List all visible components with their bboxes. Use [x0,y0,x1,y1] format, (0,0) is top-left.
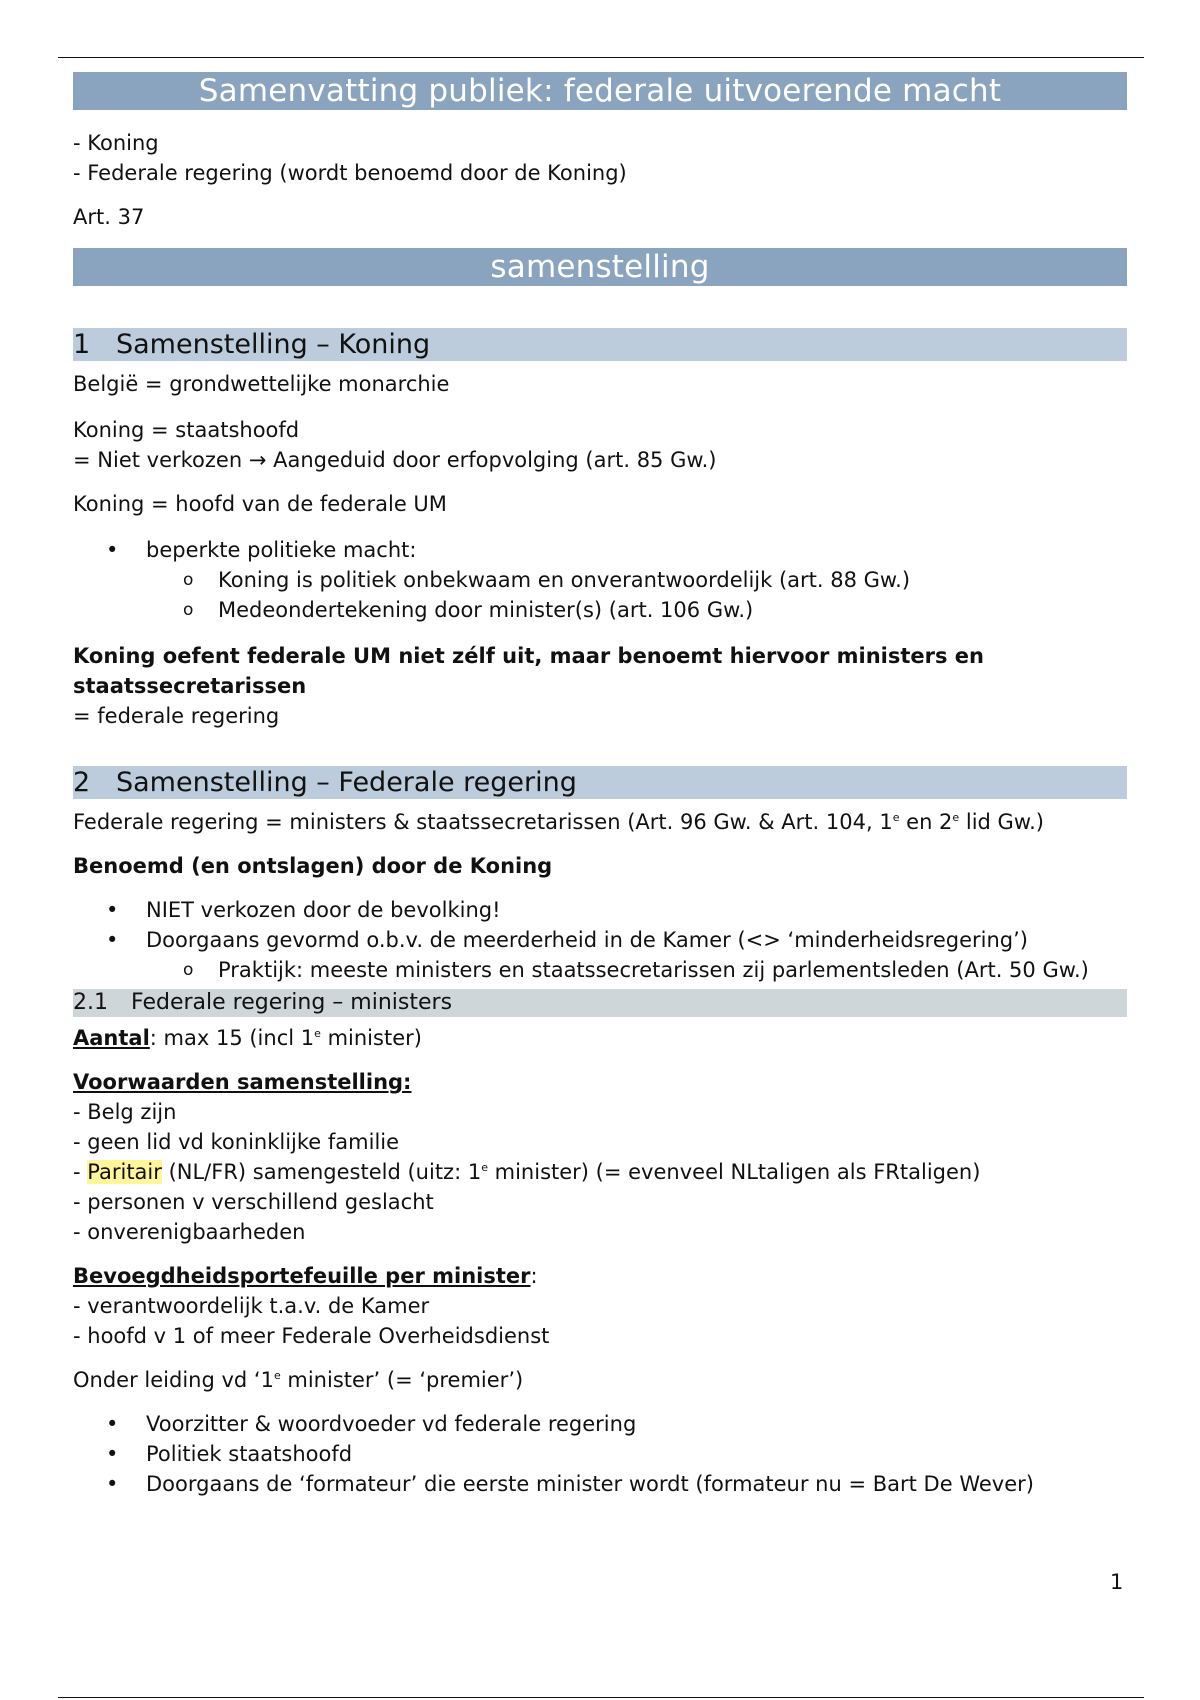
heading-text: Samenstelling – Koning [116,329,431,360]
paragraph-monarchie: België = grondwettelijke monarchie [73,372,450,396]
condition-geslacht: - personen v verschillend geslacht [73,1190,434,1214]
text-run: minister) (= evenveel NLtaligen als FRtaligen) [487,1160,981,1184]
portefeuille-kamer: - verantwoordelijk t.a.v. de Kamer [73,1294,430,1318]
superscript: e [481,1161,488,1174]
sub-list-item: o Koning is politiek onbekwaam en onverantwoordelijk (art. 88 Gw.) [73,565,1127,595]
text-run: : [530,1264,538,1288]
list-item [73,925,1127,985]
list-item: • Voorzitter & woordvoeder vd federale regering [73,1409,1127,1439]
paragraph-leiding [73,1365,1127,1395]
heading-text: Federale regering – ministers [131,990,453,1015]
heading-number: 2.1 [73,990,108,1015]
heading-number: 2 [73,767,91,798]
heading-section-2-1 [73,989,1127,1017]
highlighted-term: Paritair [87,1160,162,1184]
bullet-list-premier [73,1409,1127,1499]
paragraph-hoofd-um: Koning = hoofd van de federale UM [73,492,447,516]
paragraph-erfopvolging: = Niet verkozen → Aangeduid door erfopvolging (art. 85 Gw.) [73,448,717,472]
text-run: lid Gw.) [959,810,1044,834]
superscript: e [314,1027,321,1040]
portefeuille-fod: - hoofd v 1 of meer Federale Overheidsdienst [73,1324,550,1348]
conclusion-federale-regering: = federale regering [73,704,280,728]
text-run: - [73,1160,88,1184]
sub-list [146,955,1127,985]
section-banner-samenstelling: samenstelling [73,248,1127,286]
document-title-banner: Samenvatting publiek: federale uitvoerende macht [73,72,1127,110]
intro-article: Art. 37 [73,205,145,229]
page-number: 1 [1110,1570,1124,1594]
list-item-text: Doorgaans gevormd o.b.v. de meerderheid in de Kamer (<> ‘minderheidsregering’) [146,928,1028,952]
heading-text: Samenstelling – Federale regering [116,767,577,798]
text-run: (NL/FR) samengesteld (uitz: 1 [161,1160,482,1184]
text-run: : max 15 (incl 1 [149,1026,315,1050]
label-aantal: Aantal [73,1026,150,1050]
bold-statement: Koning oefent federale UM niet zélf uit, maar benoemt hiervoor ministers en staatssecretarissen [73,644,984,698]
paragraph-aantal [73,1023,1127,1053]
document-body [73,72,1127,1499]
sub-list-item: o Praktijk: meeste ministers en staatssecretarissen zij parlementsleden (Art. 50 Gw.) [73,955,1127,985]
superscript: e [273,1369,281,1382]
text-run: Onder leiding vd ‘1 [73,1368,274,1392]
text-run: Federale regering = ministers & staatssecretarissen (Art. 96 Gw. & Art. 104, 1 [73,810,893,834]
bold-benoemd: Benoemd (en ontslagen) door de Koning [73,854,553,878]
paragraph-staatshoofd: Koning = staatshoofd [73,418,300,442]
list-item: • Politiek staatshoofd [73,1439,1127,1469]
condition-paritair [73,1157,1127,1187]
list-item [73,535,1127,625]
condition-onverenigbaarheden: - onverenigbaarheden [73,1220,306,1244]
header-rule [58,57,1144,58]
bullet-list-regering [73,895,1127,985]
intro-line-koning: - Koning [73,131,159,155]
sub-list-item: o Medeondertekening door minister(s) (art. 106 Gw.) [73,595,1127,625]
list-item: • NIET verkozen door de bevolking! [73,895,1127,925]
sub-list [146,565,1127,625]
superscript: e [892,811,900,824]
paragraph-federale-regering [73,807,1127,837]
label-portefeuille [73,1261,1127,1291]
heading-number: 1 [73,329,91,360]
footer-rule [58,1697,1144,1698]
text-run: minister) [320,1026,422,1050]
list-item-text: beperkte politieke macht: [146,538,417,562]
label-text: Voorwaarden samenstelling: [73,1070,412,1094]
heading-section-1 [73,328,1127,361]
intro-line-regering: - Federale regering (wordt benoemd door de Koning) [73,161,627,185]
condition-familie: - geen lid vd koninklijke familie [73,1130,400,1154]
text-run: en 2 [899,810,953,834]
condition-belg: - Belg zijn [73,1100,177,1124]
bullet-list-koning [73,535,1127,625]
list-item: • Doorgaans de ‘formateur’ die eerste minister wordt (formateur nu = Bart De Wever) [73,1469,1127,1499]
text-run: minister’ (= ‘premier’) [280,1368,524,1392]
heading-section-2 [73,766,1127,799]
superscript: e [952,811,960,824]
label-text: Bevoegdheidsportefeuille per minister [73,1264,531,1288]
label-voorwaarden [73,1067,1127,1097]
